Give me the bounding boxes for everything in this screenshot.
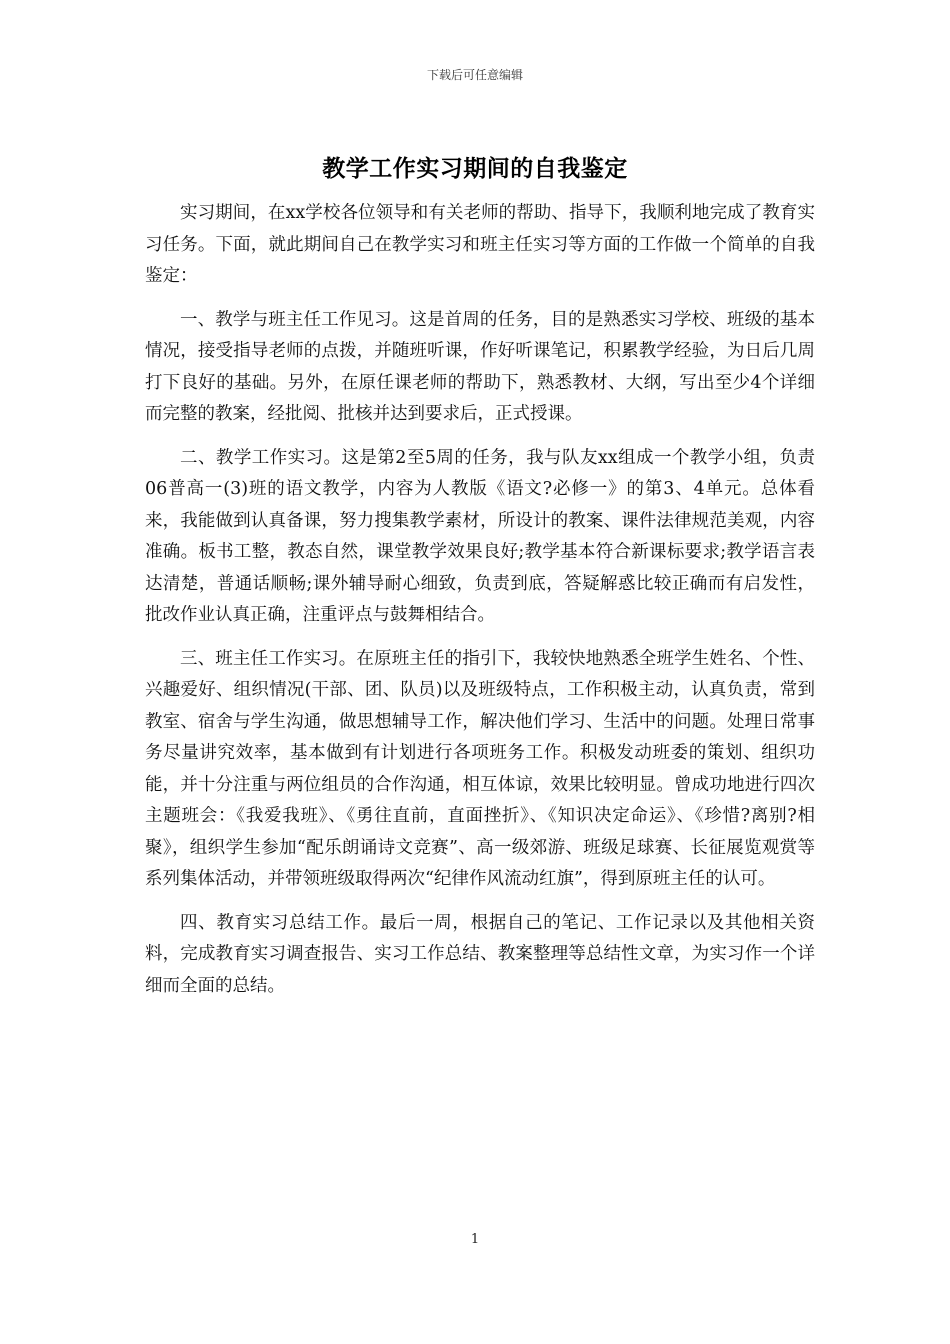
paragraph-section-4: 四、教育实习总结工作。最后一周，根据自己的笔记、工作记录以及其他相关资料，完成教育实习调查报告、实习工作总结、教案整理等总结性文章，为实习作一个详细而全面的总结。 (145, 912, 815, 996)
paragraph-section-2: 二、教学工作实习。这是第2至5周的任务，我与队友xx组成一个教学小组，负责06普高一(3)班的语文教学，内容为人教版《语文?必修一》的第3、4单元。总体看来，我能做到认真备课，努力搜集教学素材，所设计的教案、课件法律规范美观，内容准确。板书工整，教态自然，课堂教学效果良好;教学基本符合新课标要求;教学语言表达清楚，普通话顺畅;课外辅导耐心细致，负责到底，答疑解惑比较正确而有启发性，批改作业认真正确，注重评点与鼓舞相结合。 (145, 447, 815, 625)
page-number: 1 (470, 1232, 480, 1247)
paragraph-section-1: 一、教学与班主任工作见习。这是首周的任务，目的是熟悉实习学校、班级的基本情况，接受指导老师的点拨，并随班听课，作好听课笔记，积累教学经验，为日后几周打下良好的基础。另外，在原任课老师的帮助下，熟悉教材、大纲，写出至少4个详细而完整的教案，经批阅、批核并达到要求后，正式授课。 (145, 309, 815, 424)
paragraph-intro: 实习期间，在xx学校各位领导和有关老师的帮助、指导下，我顺利地完成了教育实习任务。下面，就此期间自己在教学实习和班主任实习等方面的工作做一个简单的自我鉴定： (145, 203, 815, 286)
paragraph-section-3: 三、班主任工作实习。在原班主任的指引下，我较快地熟悉全班学生姓名、个性、兴趣爱好、组织情况(干部、团、队员)以及班级特点，工作积极主动，认真负责，常到教室、宿舍与学生沟通，做思想辅导工作，解决他们学习、生活中的问题。处理日常事务尽量讲究效率，基本做到有计划进行各项班务工作。积极发动班委的策划、组织功能，并十分注重与两位组员的合作沟通，相互体谅，效果比较明显。曾成功地进行四次主题班会：《我爱我班》、《勇往直前，直面挫折》、《知识决定命运》、《珍惜?离别?相聚》，组织学生参加“配乐朗诵诗文竞赛”、高一级郊游、班级足球赛、长征展览观赏等系列集体活动，并带领班级取得两次“纪律作风流动红旗”，得到原班主任的认可。 (145, 648, 815, 889)
document-body (145, 198, 815, 1014)
document-title: 教学工作实习期间的自我鉴定 (322, 155, 628, 182)
header-note: 下载后可任意编辑 (426, 68, 523, 82)
